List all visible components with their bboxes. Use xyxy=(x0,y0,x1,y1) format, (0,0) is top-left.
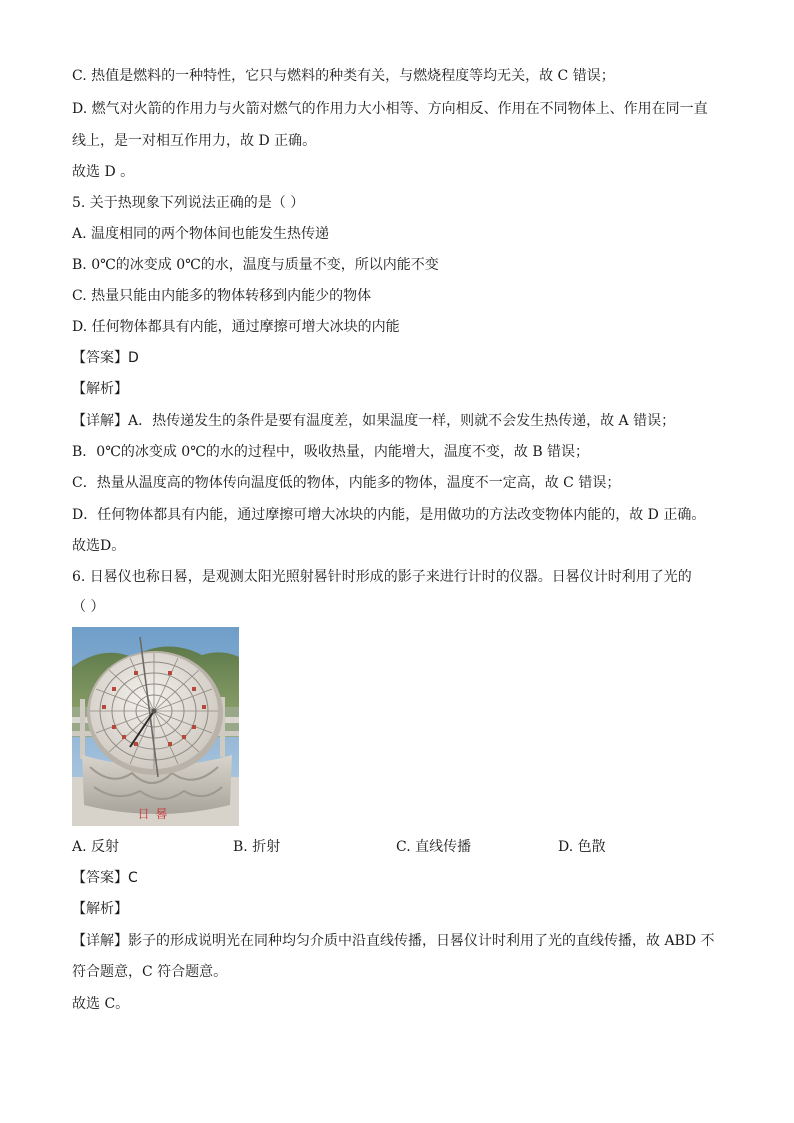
question-5-choice: 故选D。 xyxy=(72,538,126,554)
question-6-stem: 6. 日晷仪也称日晷，是观测太阳光照射晷针时形成的影子来进行计时的仪器。日晷仪计时利用了光的 xyxy=(72,569,692,585)
question-5-detail-c: C．热量从温度高的物体传向温度低的物体，内能多的物体，温度不一定高，故 C 错误； xyxy=(72,475,621,491)
question-6-choice: 故选 C。 xyxy=(72,996,130,1012)
question-6-option-c: C. 直线传播 xyxy=(396,839,472,855)
question-5-analysis-label: 【解析】 xyxy=(72,381,128,397)
question-5-detail-d: D．任何物体都具有内能，通过摩擦可增大冰块的内能，是用做功的方法改变物体内能的，故 D 正确。 xyxy=(72,507,706,523)
analysis-line-d: D. 燃气对火箭的作用力与火箭对燃气的作用力大小相等、方向相反、作用在不同物体上、作用在同一直 xyxy=(72,101,708,117)
sundial-illustration xyxy=(72,627,239,826)
question-6-detail-1: 【详解】影子的形成说明光在同种均匀介质中沿直线传播，日晷仪计时利用了光的直线传播，故 ABD 不 xyxy=(72,933,715,949)
question-6-options xyxy=(72,837,632,857)
question-5-option-d: D. 任何物体都具有内能，通过摩擦可增大冰块的内能 xyxy=(72,319,400,335)
question-6-option-a: A. 反射 xyxy=(72,839,120,855)
question-5-answer: 【答案】D xyxy=(72,350,139,366)
analysis-line-d-cont: 线上，是一对相互作用力，故 D 正确。 xyxy=(72,133,317,149)
question-6-analysis-label: 【解析】 xyxy=(72,901,128,917)
sundial-caption: 日晷 xyxy=(137,807,174,821)
question-5-option-a: A. 温度相同的两个物体间也能发生热传递 xyxy=(72,226,330,242)
question-6-option-d: D. 色散 xyxy=(558,839,606,855)
question-5-stem: 5. 关于热现象下列说法正确的是（ ） xyxy=(72,195,305,211)
question-5-option-b: B. 0℃的冰变成 0℃的水，温度与质量不变，所以内能不变 xyxy=(72,257,439,273)
question-6-option-b: B. 折射 xyxy=(233,839,281,855)
question-5-detail-a: 【详解】A．热传递发生的条件是要有温度差，如果温度一样，则就不会发生热传递，故 A 错误； xyxy=(72,413,676,429)
sundial-photo xyxy=(72,627,239,826)
question-6-paren: （ ） xyxy=(72,599,105,615)
question-6-answer: 【答案】C xyxy=(72,870,138,886)
question-5-option-c: C. 热量只能由内能多的物体转移到内能少的物体 xyxy=(72,288,372,304)
question-5-detail-b: B．0℃的冰变成 0℃的水的过程中，吸收热量，内能增大，温度不变，故 B 错误； xyxy=(72,444,590,460)
analysis-line-c: C. 热值是燃料的一种特性，它只与燃料的种类有关，与燃烧程度等均无关，故 C 错误； xyxy=(72,68,615,84)
choice-line: 故选 D 。 xyxy=(72,164,135,180)
question-6-detail-2: 符合题意，C 符合题意。 xyxy=(72,964,228,980)
